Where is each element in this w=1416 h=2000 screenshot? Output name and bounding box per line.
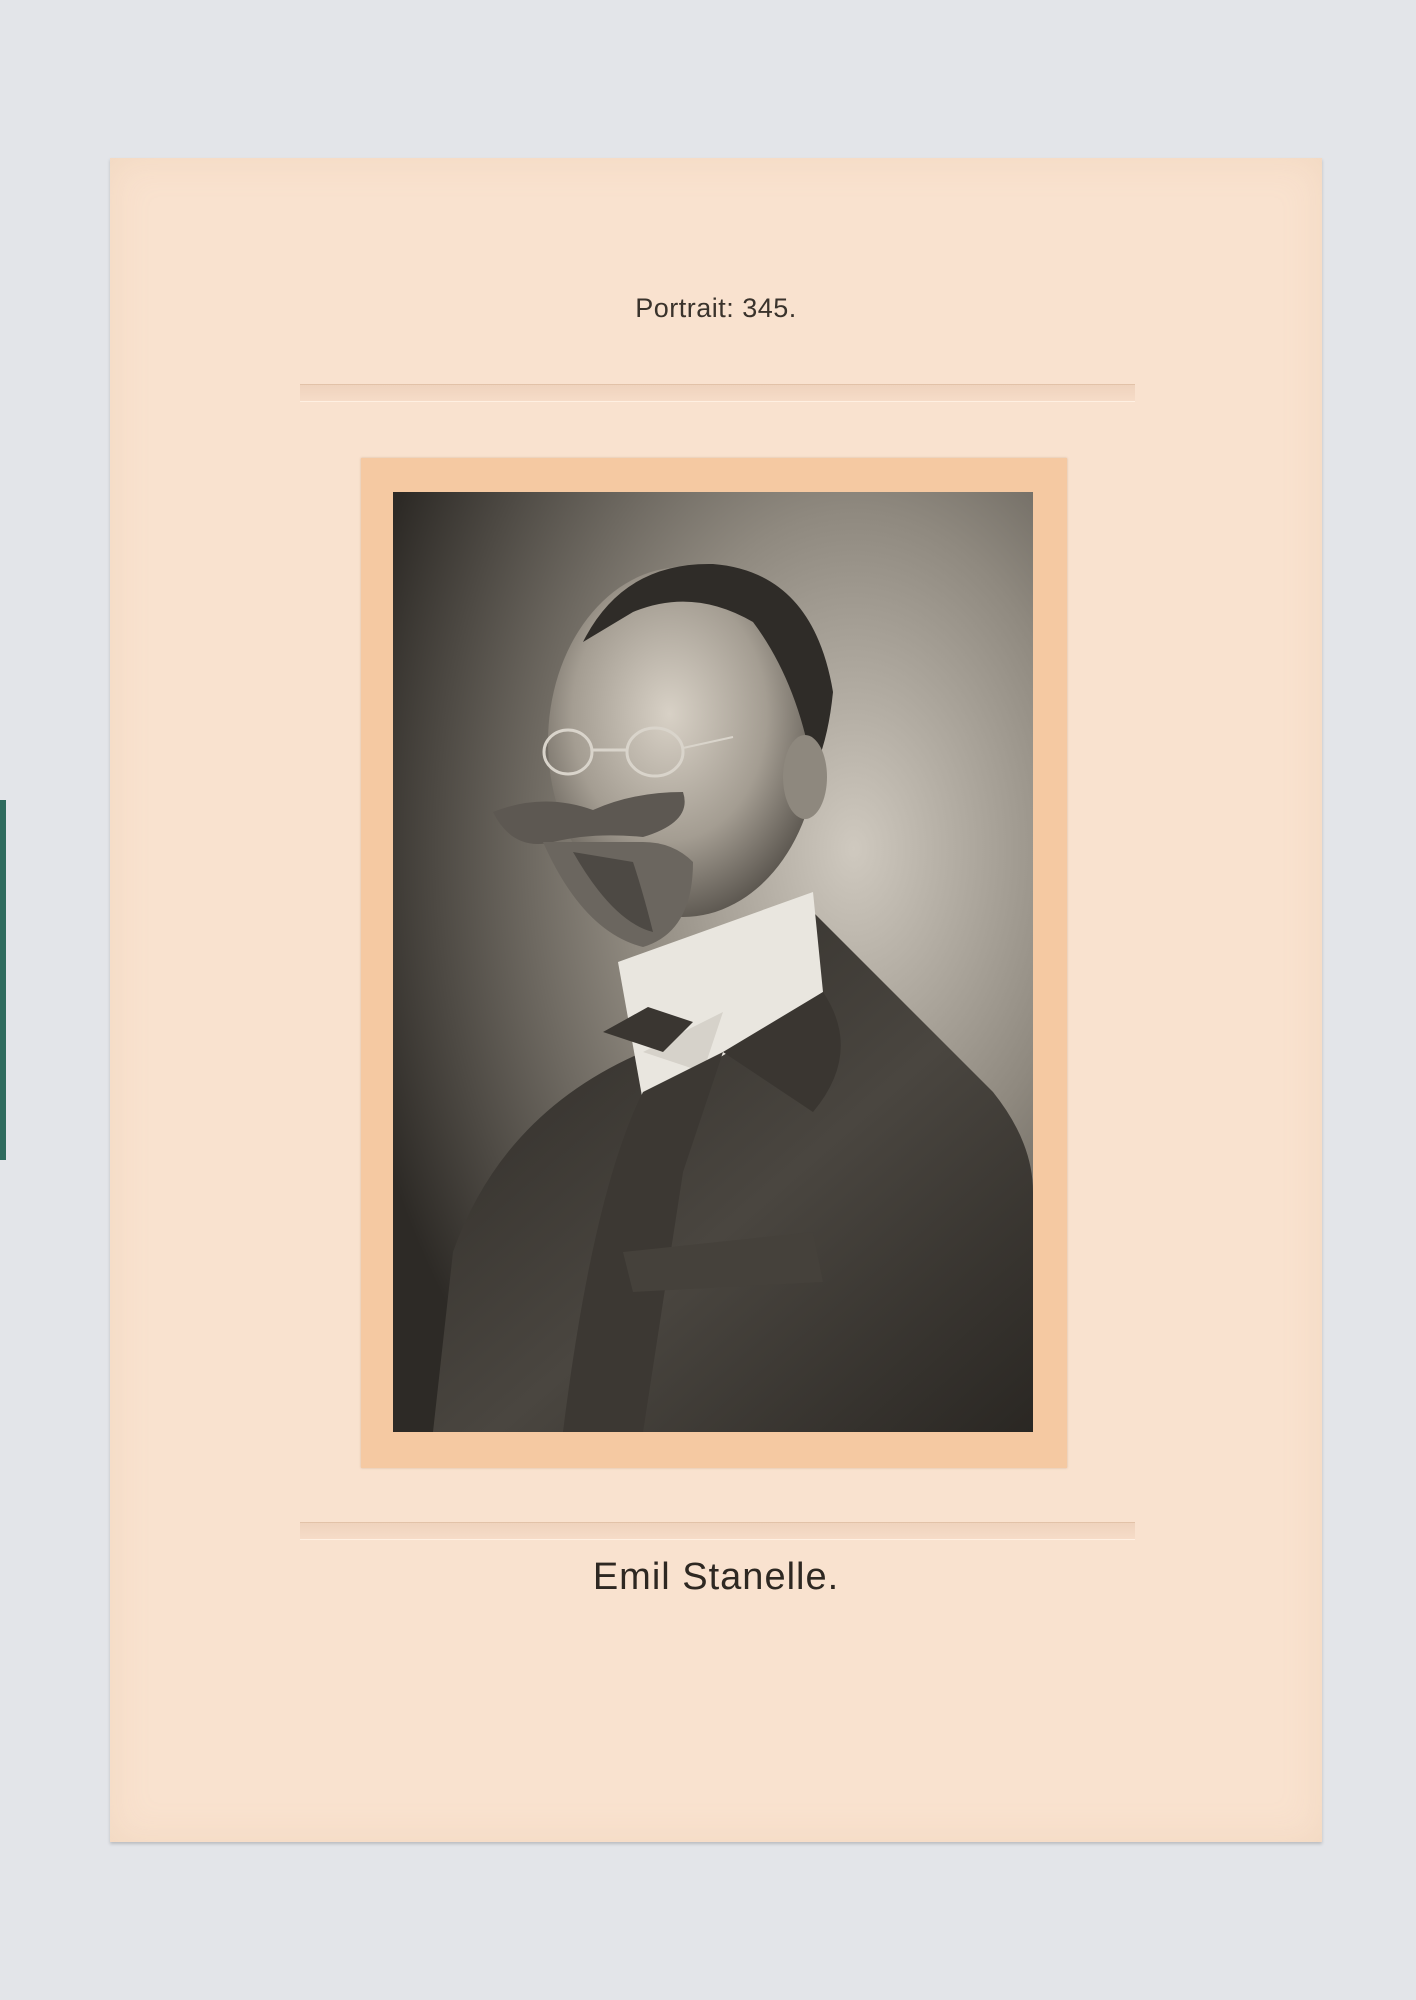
portrait-image [393,492,1033,1432]
portrait-photograph [393,492,1033,1432]
background-edge-strip [0,800,6,1160]
portrait-card [110,158,1322,1842]
photo-mount [361,458,1067,1468]
sitter-name-caption: Emil Stanelle. [592,1556,840,1598]
portrait-number-label: Portrait: 345. [635,293,797,323]
embossed-line-top [300,384,1135,402]
embossed-line-bottom [300,1522,1135,1540]
